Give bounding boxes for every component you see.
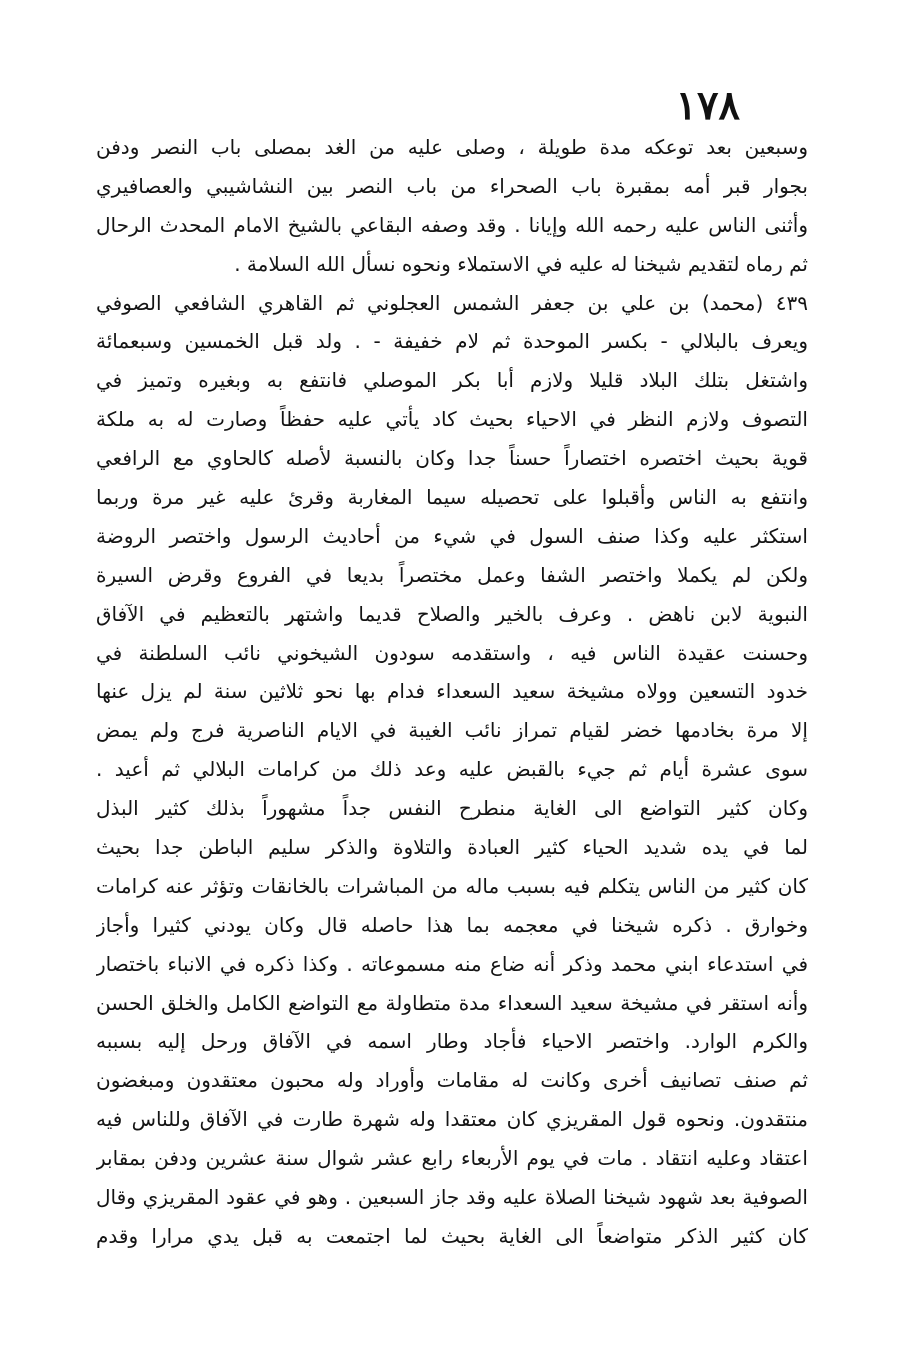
text-line: إلا مرة بخادمها خضر لقيام تمراز نائب الغيبة في الايام الناصرية فرج ولم يمض <box>96 718 808 743</box>
text-line: منتقدون. ونحوه قول المقريزي كان معتقدا وله شهرة طارت في الآفاق وللناس فيه <box>96 1107 808 1132</box>
text-line: وأثنى الناس عليه رحمه الله وإيانا . وقد وصفه البقاعي بالشيخ الامام المحدث الرحال <box>96 212 808 237</box>
text-line: واشتغل بتلك البلاد قليلا ولازم أبا بكر الموصلي فانتفع به وبغيره وتميز في <box>96 368 808 393</box>
page-number: ١٧٨ <box>675 82 740 129</box>
text-line: اعتقاد وعليه انتقاد . مات في يوم الأربعاء رابع عشر شوال سنة عشرين ودفن بمقابر <box>96 1146 808 1171</box>
text-line: وخوارق . ذكره شيخنا في معجمه بما هذا حاصله قال وكان يودني كثيرا وأجاز <box>96 912 808 937</box>
text-line: كان كثير من الناس يتكلم فيه بسبب ماله من المباشرات بالخانقات وتؤثر عنه كرامات <box>96 873 808 898</box>
text-line: وانتفع به الناس وأقبلوا على تحصيله سيما المغاربة وقرئ عليه غير مرة وربما <box>96 485 808 510</box>
body-text <box>96 128 808 1256</box>
text-line: ثم صنف تصانيف أخرى وكانت له مقامات وأوراد وله محبون معتقدون ومبغضون <box>96 1068 808 1093</box>
text-line: والكرم الوارد. واختصر الاحياء فأجاد وطار اسمه في الآفاق ورحل إليه بسببه <box>96 1029 808 1054</box>
text-line: خدود التسعين وولاه مشيخة سعيد السعداء فدام بها نحو ثلاثين سنة لم يزل عنها <box>96 679 808 704</box>
entry-heading-line: ٤٣٩ (محمد) بن علي بن جعفر الشمس العجلوني ثم القاهري الشافعي الصوفي <box>96 290 808 315</box>
text-line: استكثر عليه وكذا صنف السول في شيء من أحاديث الرسول واختصر الروضة <box>96 523 808 548</box>
text-line: سوى عشرة أيام ثم جيء بالقبض عليه وعد ذلك من كرامات البلالي ثم أعيد . <box>96 757 808 782</box>
text-line: التصوف ولازم النظر في الاحياء بحيث كاد يأتي عليه حفظاً وصارت له به ملكة <box>96 407 808 432</box>
text-line: وكان كثير التواضع الى الغاية منطرح النفس جداً مشهوراً بذلك كثير البذل <box>96 796 808 821</box>
text-line: كان كثير الذكر متواضعاً الى الغاية بحيث لما اجتمعت به قبل يدي مرارا وقدم <box>96 1223 808 1248</box>
text-line: ولكن لم يكملا واختصر الشفا وعمل مختصراً بديعا في الفروع وقرض السيرة <box>96 562 808 587</box>
text-line: الصوفية بعد شهود شيخنا الصلاة عليه وقد جاز السبعين . وهو في عقود المقريزي وقال <box>96 1185 808 1210</box>
text-line: ويعرف بالبلالي - بكسر الموحدة ثم لام خفيفة - . ولد قبل الخمسين وسبعمائة <box>96 329 808 354</box>
text-line: لما في يده شديد الحياء كثير العبادة والتلاوة والذكر سليم الباطن جدا بحيث <box>96 835 808 860</box>
text-line: قوية بحيث اختصره اختصاراً حسناً جدا وكان بالنسبة لأصله كالحاوي مع الرافعي <box>96 446 808 471</box>
text-line: في استدعاء ابني محمد وذكر أنه ضاع منه مسموعاته . وكذا ذكره في الانباء باختصار <box>96 951 808 976</box>
text-line: ثم رماه لتقديم شيخنا له عليه في الاستملاء ونحوه نسأل الله السلامة . <box>234 251 808 276</box>
text-line: وحسنت عقيدة الناس فيه ، واستقدمه سودون الشيخوني نائب السلطنة في <box>96 640 808 665</box>
text-line: النبوية لابن ناهض . وعرف بالخير والصلاح قديما واشتهر بالتعظيم في الآفاق <box>96 601 808 626</box>
text-line: وسبعين بعد توعكه مدة طويلة ، وصلى عليه من الغد بمصلى باب النصر ودفن <box>96 135 808 159</box>
text-line: بجوار قبر أمه بمقبرة باب الصحراء من باب النصر بين النشاشيبي والعصافيري <box>96 173 808 198</box>
text-line: وأنه استقر في مشيخة سعيد السعداء مدة متطاولة مع التواضع الكامل والخلق الحسن <box>96 990 808 1015</box>
